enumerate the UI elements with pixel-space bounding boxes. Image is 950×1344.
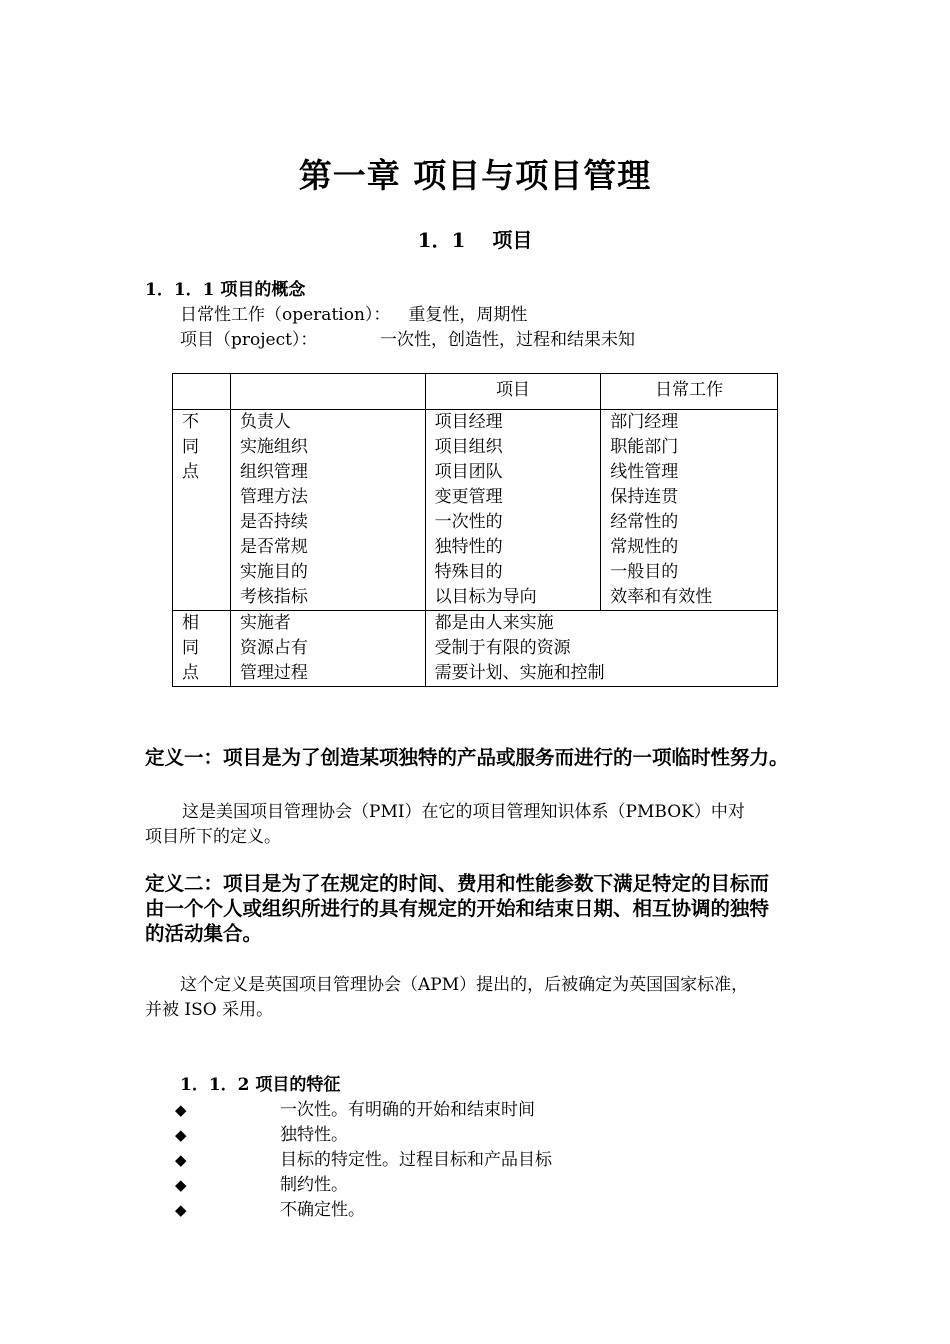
diamond-bullet-icon: ◆: [175, 1101, 187, 1119]
table-row-similarities: [173, 611, 778, 687]
definition-two-line1: 定义二：项目是为了在规定的时间、费用和性能参数下满足特定的目标而: [145, 872, 770, 895]
header-cell-routine: 日常工作: [601, 374, 778, 410]
table-row-differences: [173, 410, 778, 611]
similarities-common: 都是由人来实施 受制于有限的资源 需要计划、实施和控制: [425, 611, 777, 687]
diamond-bullet-icon: ◆: [175, 1126, 187, 1144]
definition-one-note-line2: 项目所下的定义。: [145, 827, 281, 847]
project-line: [180, 325, 635, 350]
similarities-aspects: 实施者 资源占有 管理过程: [230, 611, 425, 687]
header-cell-blank-2: [230, 374, 425, 410]
differences-routine: 部门经理 职能部门 线性管理 保持连贯 经常性的 常规性的 一般目的 效率和有效性: [601, 410, 778, 611]
list-item: ◆ 制约性。: [175, 1175, 348, 1195]
section-title: 1．1 项目: [417, 228, 533, 252]
differences-label: 不 同 点: [173, 410, 231, 611]
definition-one-note-line1: 这是美国项目管理协会（PMI）在它的项目管理知识体系（PMBOK）中对: [182, 802, 745, 822]
header-cell-project: 项目: [425, 374, 601, 410]
list-item: ◆ 一次性。有明确的开始和结束时间: [175, 1100, 535, 1120]
table-header-row: [173, 374, 778, 410]
definition-two-line2: 由一个个人或组织所进行的具有规定的开始和结束日期、相互协调的独特: [145, 897, 770, 920]
operation-line: [180, 300, 527, 325]
subsection-heading-concept: 1．1．1 项目的概念: [145, 280, 306, 300]
definition-two-note-line1: 这个定义是英国项目管理协会（APM）提出的，后被确定为英国国家标准，: [180, 975, 749, 995]
project-label: 项目（project）：: [180, 330, 318, 350]
similarities-label: 相 同 点: [173, 611, 231, 687]
differences-aspects: 负责人 实施组织 组织管理 管理方法 是否持续 是否常规 实施目的 考核指标: [230, 410, 425, 611]
list-item: ◆ 独特性。: [175, 1125, 348, 1145]
list-item: ◆ 不确定性。: [175, 1200, 365, 1220]
differences-project: 项目经理 项目组织 项目团队 变更管理 一次性的 独特性的 特殊目的 以目标为导向: [425, 410, 601, 611]
diamond-bullet-icon: ◆: [175, 1201, 187, 1219]
diamond-bullet-icon: ◆: [175, 1151, 187, 1169]
definition-two-note-line2: 并被 ISO 采用。: [145, 1000, 274, 1020]
definition-one: 定义一：项目是为了创造某项独特的产品或服务而进行的一项临时性努力。: [145, 746, 789, 769]
project-value: 一次性，创造性，过程和结果未知: [380, 330, 635, 350]
list-item: ◆ 目标的特定性。过程目标和产品目标: [175, 1150, 552, 1170]
definition-two-line3: 的活动集合。: [145, 922, 263, 945]
diamond-bullet-icon: ◆: [175, 1176, 187, 1194]
operation-label: 日常性工作（operation）：: [180, 305, 391, 325]
header-cell-blank-1: [173, 374, 231, 410]
chapter-title: 第一章 项目与项目管理: [298, 156, 652, 195]
comparison-table: [172, 373, 778, 687]
operation-value: 重复性，周期性: [408, 305, 528, 325]
subsection-heading-features: 1．1．2 项目的特征: [180, 1075, 341, 1095]
